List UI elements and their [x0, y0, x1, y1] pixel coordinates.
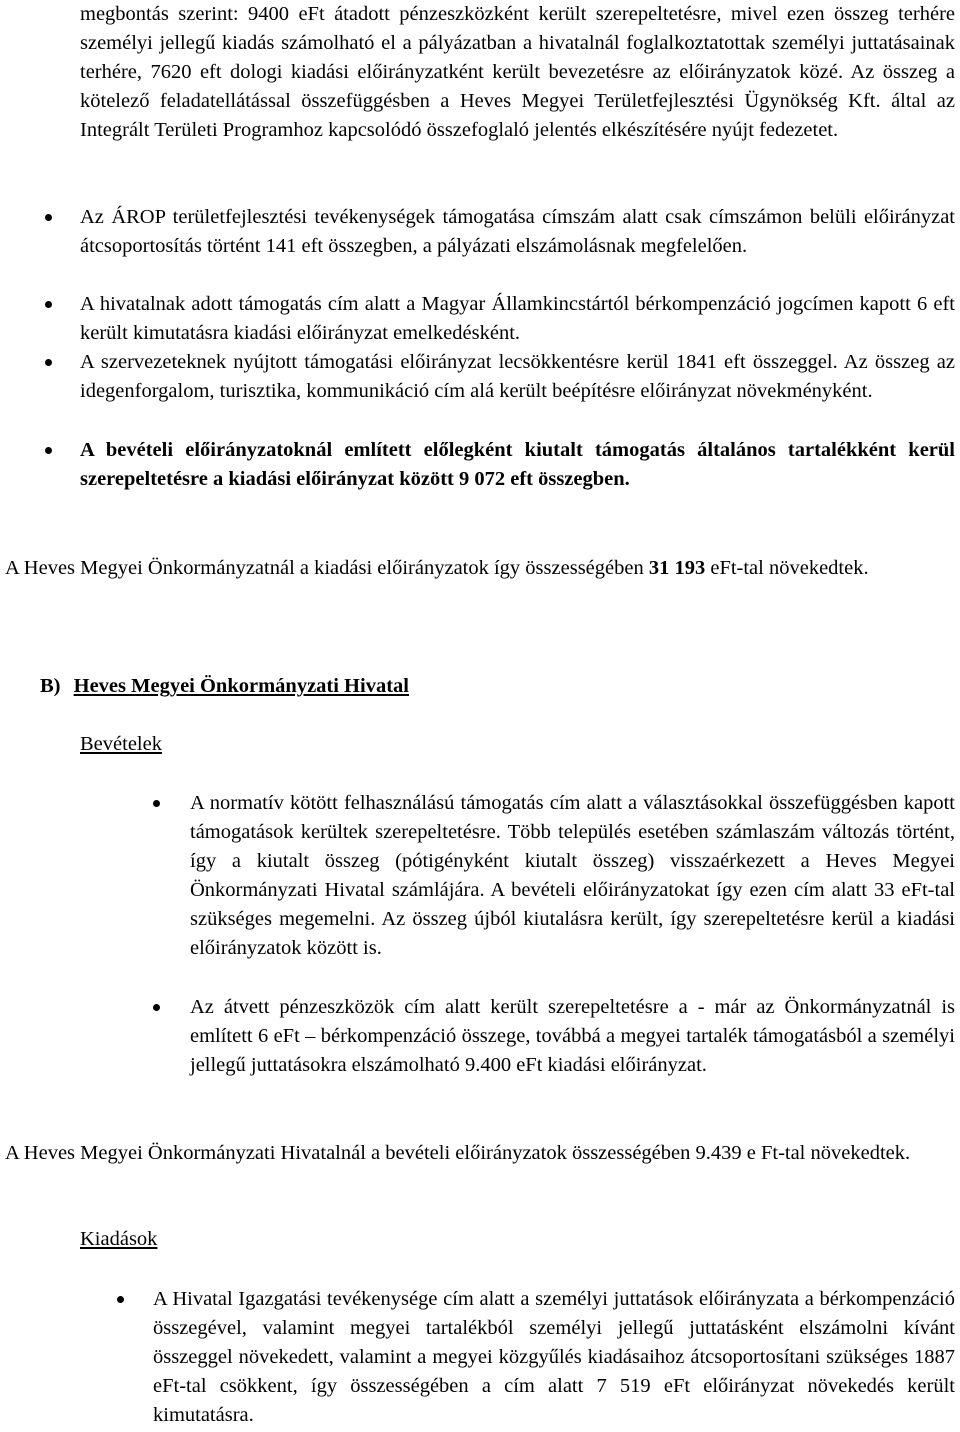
bullet-icon [153, 1004, 160, 1011]
list-item: A szervezeteknek nyújtott támogatási előirányzat lecsökkentésre kerül 1841 eft összeggel. Az összeg az idegenforgalom, turisztika, kommunikáció cím alá került beépítésre előirányzat növekményként. [80, 351, 955, 402]
list-item-bold: A bevételi előirányzatoknál említett előlegként kiutalt támogatás általános tartalékként kerül szerepeltetésre a kiadási előirányzat között 9 072 eft összegben. [80, 439, 955, 490]
bullet-icon [153, 800, 160, 807]
section-heading [40, 672, 409, 701]
bullet-icon [45, 447, 52, 454]
bullet-icon [45, 214, 52, 221]
subheading-kiadasok: Kiadások [80, 1228, 158, 1250]
summary-paragraph [5, 554, 955, 583]
summary-paragraph-2: A Heves Megyei Önkormányzati Hivatalnál a bevételi előirányzatok összességében 9.439 e Ft-tal növekedtek. [5, 1142, 911, 1164]
subheading-bevetelek: Bevételek [80, 733, 162, 755]
bullet-icon [117, 1296, 124, 1303]
intro-paragraph: megbontás szerint: 9400 eFt átadott pénzeszközként került szerepeltetésre, mivel ezen összeg terhére személyi jellegű kiadás számolható el a pályázatban a hivatalnál foglalkoztatottak személyi juttatásainak terhére, 7620 eft dologi kiadási előirányzatként került bevezetésre az előirányzatok közé. Az összeg a kötelező feladatellátással összefüggésben a Heves Megyei Területfejlesztési Ügynökség Kft. által az Integrált Területi Programhoz kapcsolódó összefoglaló jelentés elkészítésére nyújt fedezetet. [80, 3, 955, 141]
list-item: A hivatalnak adott támogatás cím alatt a Magyar Államkincstártól bérkompenzáció jogcímen kapott 6 eft került kimutatásra kiadási előirányzat emelkedésként. [80, 293, 955, 344]
bullet-icon [45, 301, 52, 308]
summary-amount: 31 193 [648, 557, 706, 579]
list-item: A normatív kötött felhasználású támogatás cím alatt a választásokkal összefüggésben kapott támogatások kerültek szerepeltetésre. Több település esetében számlaszám változás történt, így a kiutalt összeg (pótigényként kiutalt összeg) visszaérkezett a Heves Megyei Önkormányzati Hivatal számlájára. A bevételi előirányzatokat így ezen cím alatt 33 eFt-tal szükséges megemelni. Az összeg újból kiutalásra került, így szerepeltetésre kerül a kiadási előirányzatok között is. [190, 792, 955, 959]
section-title: Heves Megyei Önkormányzati Hivatal [73, 675, 409, 697]
summary-text-post: eFt-tal növekedtek. [705, 557, 869, 579]
list-item: A Hivatal Igazgatási tevékenysége cím alatt a személyi juttatások előirányzata a bérkompenzáció összegével, valamint megyei tartalékból személyi jellegű juttatásként elszámolni kívánt összeggel növekedett, valamint a megyei közgyűlés kiadásaihoz átcsoportosítani szükséges 1887 eFt-tal csökkent, így összességében a cím alatt 7 519 eFt előirányzat növekedés került kimutatásra. [153, 1288, 955, 1426]
list-item: Az ÁROP területfejlesztési tevékenységek támogatása címszám alatt csak címszámon belüli előirányzat átcsoportosítás történt 141 eft összegben, a pályázati elszámolásnak megfelelően. [80, 206, 955, 257]
list-item: Az átvett pénzeszközök cím alatt került szerepeltetésre a - már az Önkormányzatnál is említett 6 eFt – bérkompenzáció összege, továbbá a megyei tartalék támogatásból a személyi jellegű juttatásokra elszámolható 9.400 eFt kiadási előirányzat. [190, 996, 955, 1076]
bullet-icon [45, 359, 52, 366]
summary-text-pre: A Heves Megyei Önkormányzatnál a kiadási előirányzatok így összességében [5, 557, 649, 579]
section-letter: B) [40, 675, 61, 697]
